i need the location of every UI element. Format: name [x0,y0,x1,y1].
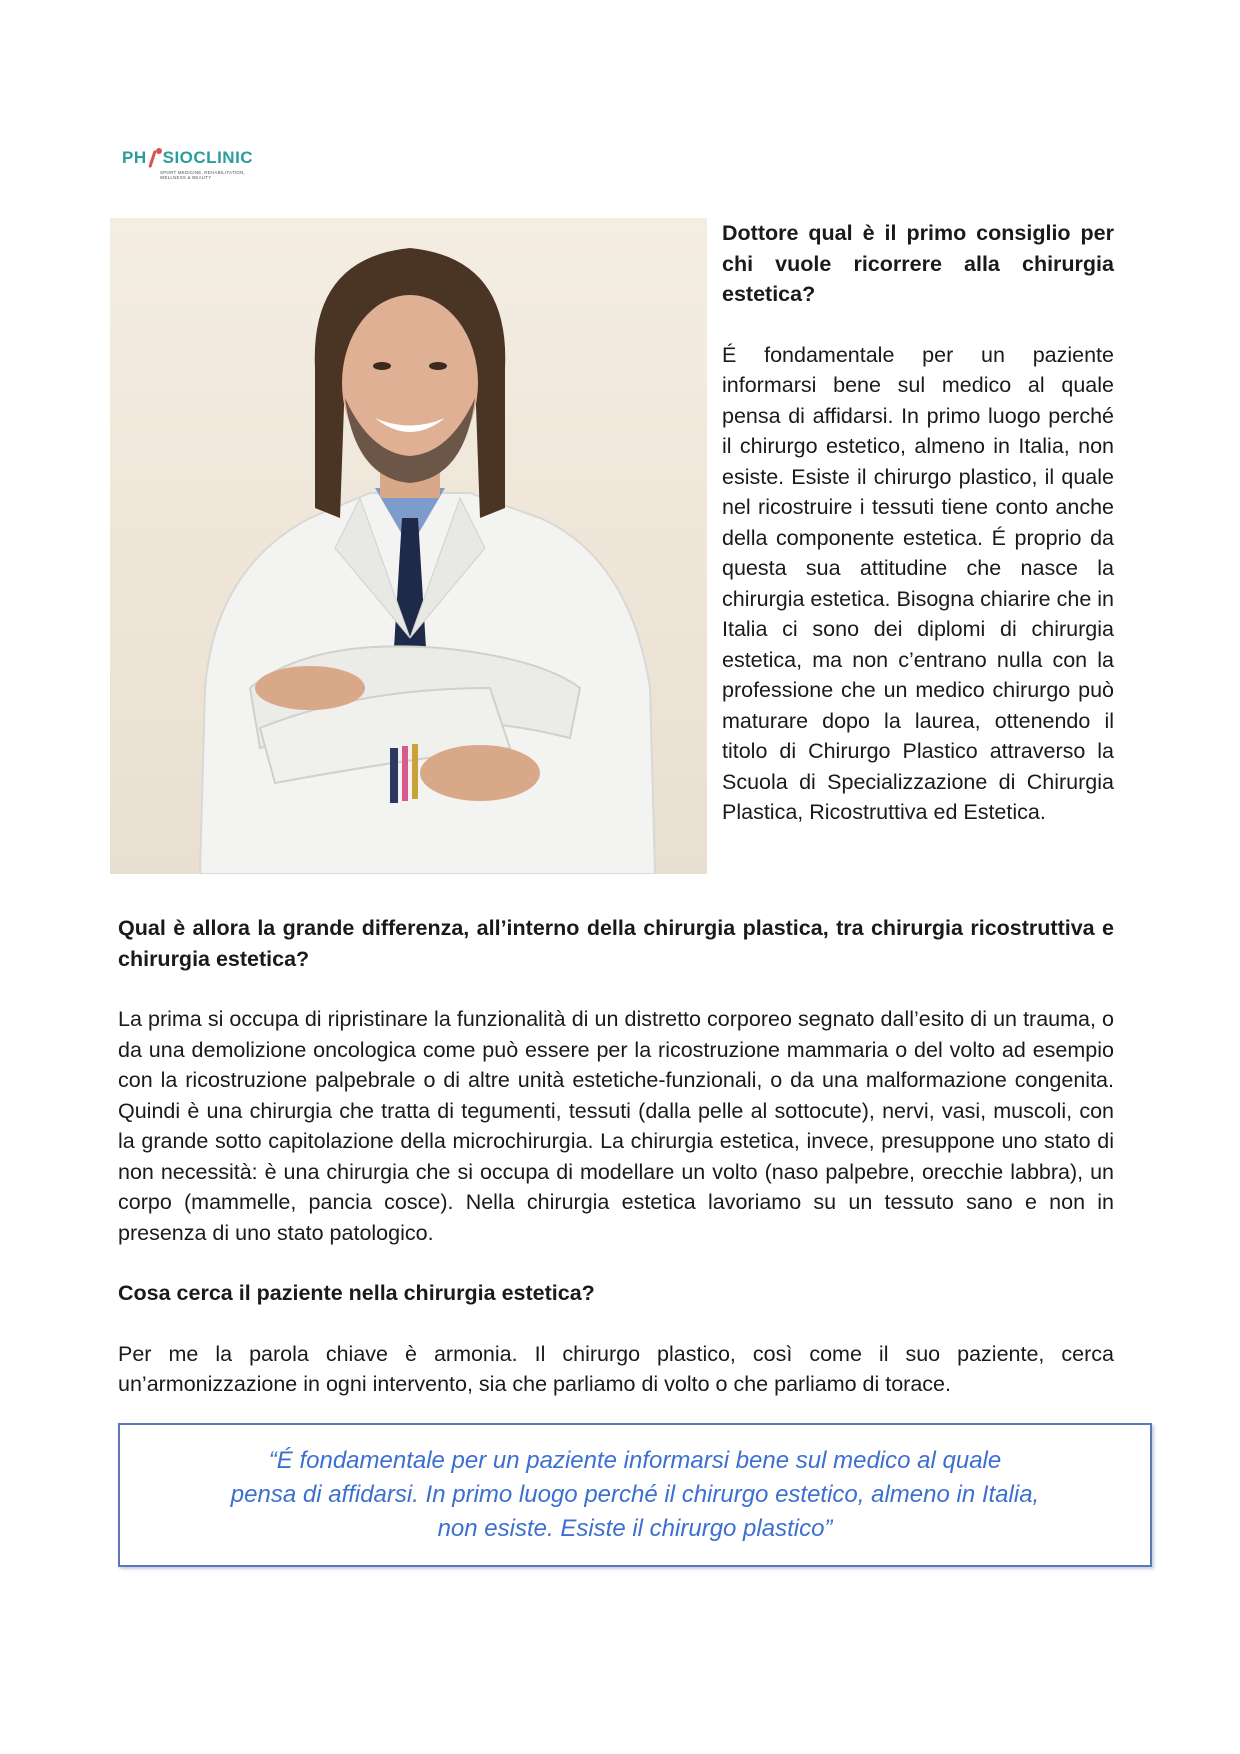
logo-wordmark [122,148,253,168]
logo-figure-icon [148,148,162,168]
pull-quote-text [191,1444,1079,1546]
logo-tagline: SPORT MEDICINE, REHABILITATION, WELLNESS & BEAUTY [160,170,245,180]
doctor-portrait-photo [110,218,707,874]
logo-text-start: PH [122,148,147,167]
question-first-advice: Dottore qual è il primo consiglio per chi vuole ricorrere alla chirurgia estetica? [722,221,1114,306]
pull-quote-line-3: non esiste. Esiste il chirurgo plastico” [437,1515,833,1542]
pull-quote-line-2: pensa di affidarsi. In primo luogo perché il chirurgo estetico, almeno in Italia, [230,1481,1040,1508]
intro-column [722,218,1114,828]
answer-first-advice: É fondamentale per un paziente informarsi bene sul medico al quale pensa di affidarsi. In primo luogo perché il chirurgo estetico, almeno in Italia, non esiste. Esiste il chirurgo plastico, il quale nel ricostruire i tessuti tiene conto anche della componente estetica. É proprio da questa sua attitudine che nasce la chirurgia estetica. Bisogna chiarire che in Italia ci sono dei diplomi di chirurgia estetica, ma non c’entrano nulla con la professione che un medico chirurgo può maturare dopo la laurea, ottenendo il titolo di Chirurgo Plastico attraverso la Scuola di Specializzazione di Chirurgia Plastica, Ricostruttiva ed Estetica. [722,342,1114,824]
portrait-illustration [110,218,707,874]
answer-patient-seeks: Per me la parola chiave è armonia. Il chirurgo plastico, così come il suo paziente, cerca un’armonizzazione in ogni intervento, sia che parliamo di volto o che parliamo di torace. [118,1341,1114,1396]
pull-quote-line-1: “É fondamentale per un paziente informarsi bene sul medico al quale [268,1447,1002,1474]
main-article-body [118,913,1114,1430]
clinic-logo [122,148,252,192]
question-patient-seeks: Cosa cerca il paziente nella chirurgia estetica? [118,1281,595,1305]
pull-quote-box [118,1423,1152,1567]
logo-text-end: SIOCLINIC [162,148,254,167]
question-difference: Qual è allora la grande differenza, all’interno della chirurgia plastica, tra chirurgia ricostruttiva e chirurgia estetica? [118,916,1114,971]
answer-difference: La prima si occupa di ripristinare la funzionalità di un distretto corporeo segnato dall’esito di un trauma, o da una demolizione oncologica come può essere per la ricostruzione mammaria o del volto ad esempio con la ricostruzione palpebrale o di altre unità estetiche-funzionali, o da una malformazione congenita. Quindi è una chirurgia che tratta di tegumenti, tessuti (dalla pelle al sottocute), nervi, vasi, muscoli, con la grande sotto capitolazione della microchirurgia. La chirurgia estetica, invece, presuppone uno stato di non necessità: è una chirurgia che si occupa di modellare un volto (naso palpebre, orecchie labbra), un corpo (mammelle, pancia cosce). Nella chirurgia estetica lavoriamo su un tessuto sano e non in presenza di uno stato patologico. [118,1007,1114,1245]
